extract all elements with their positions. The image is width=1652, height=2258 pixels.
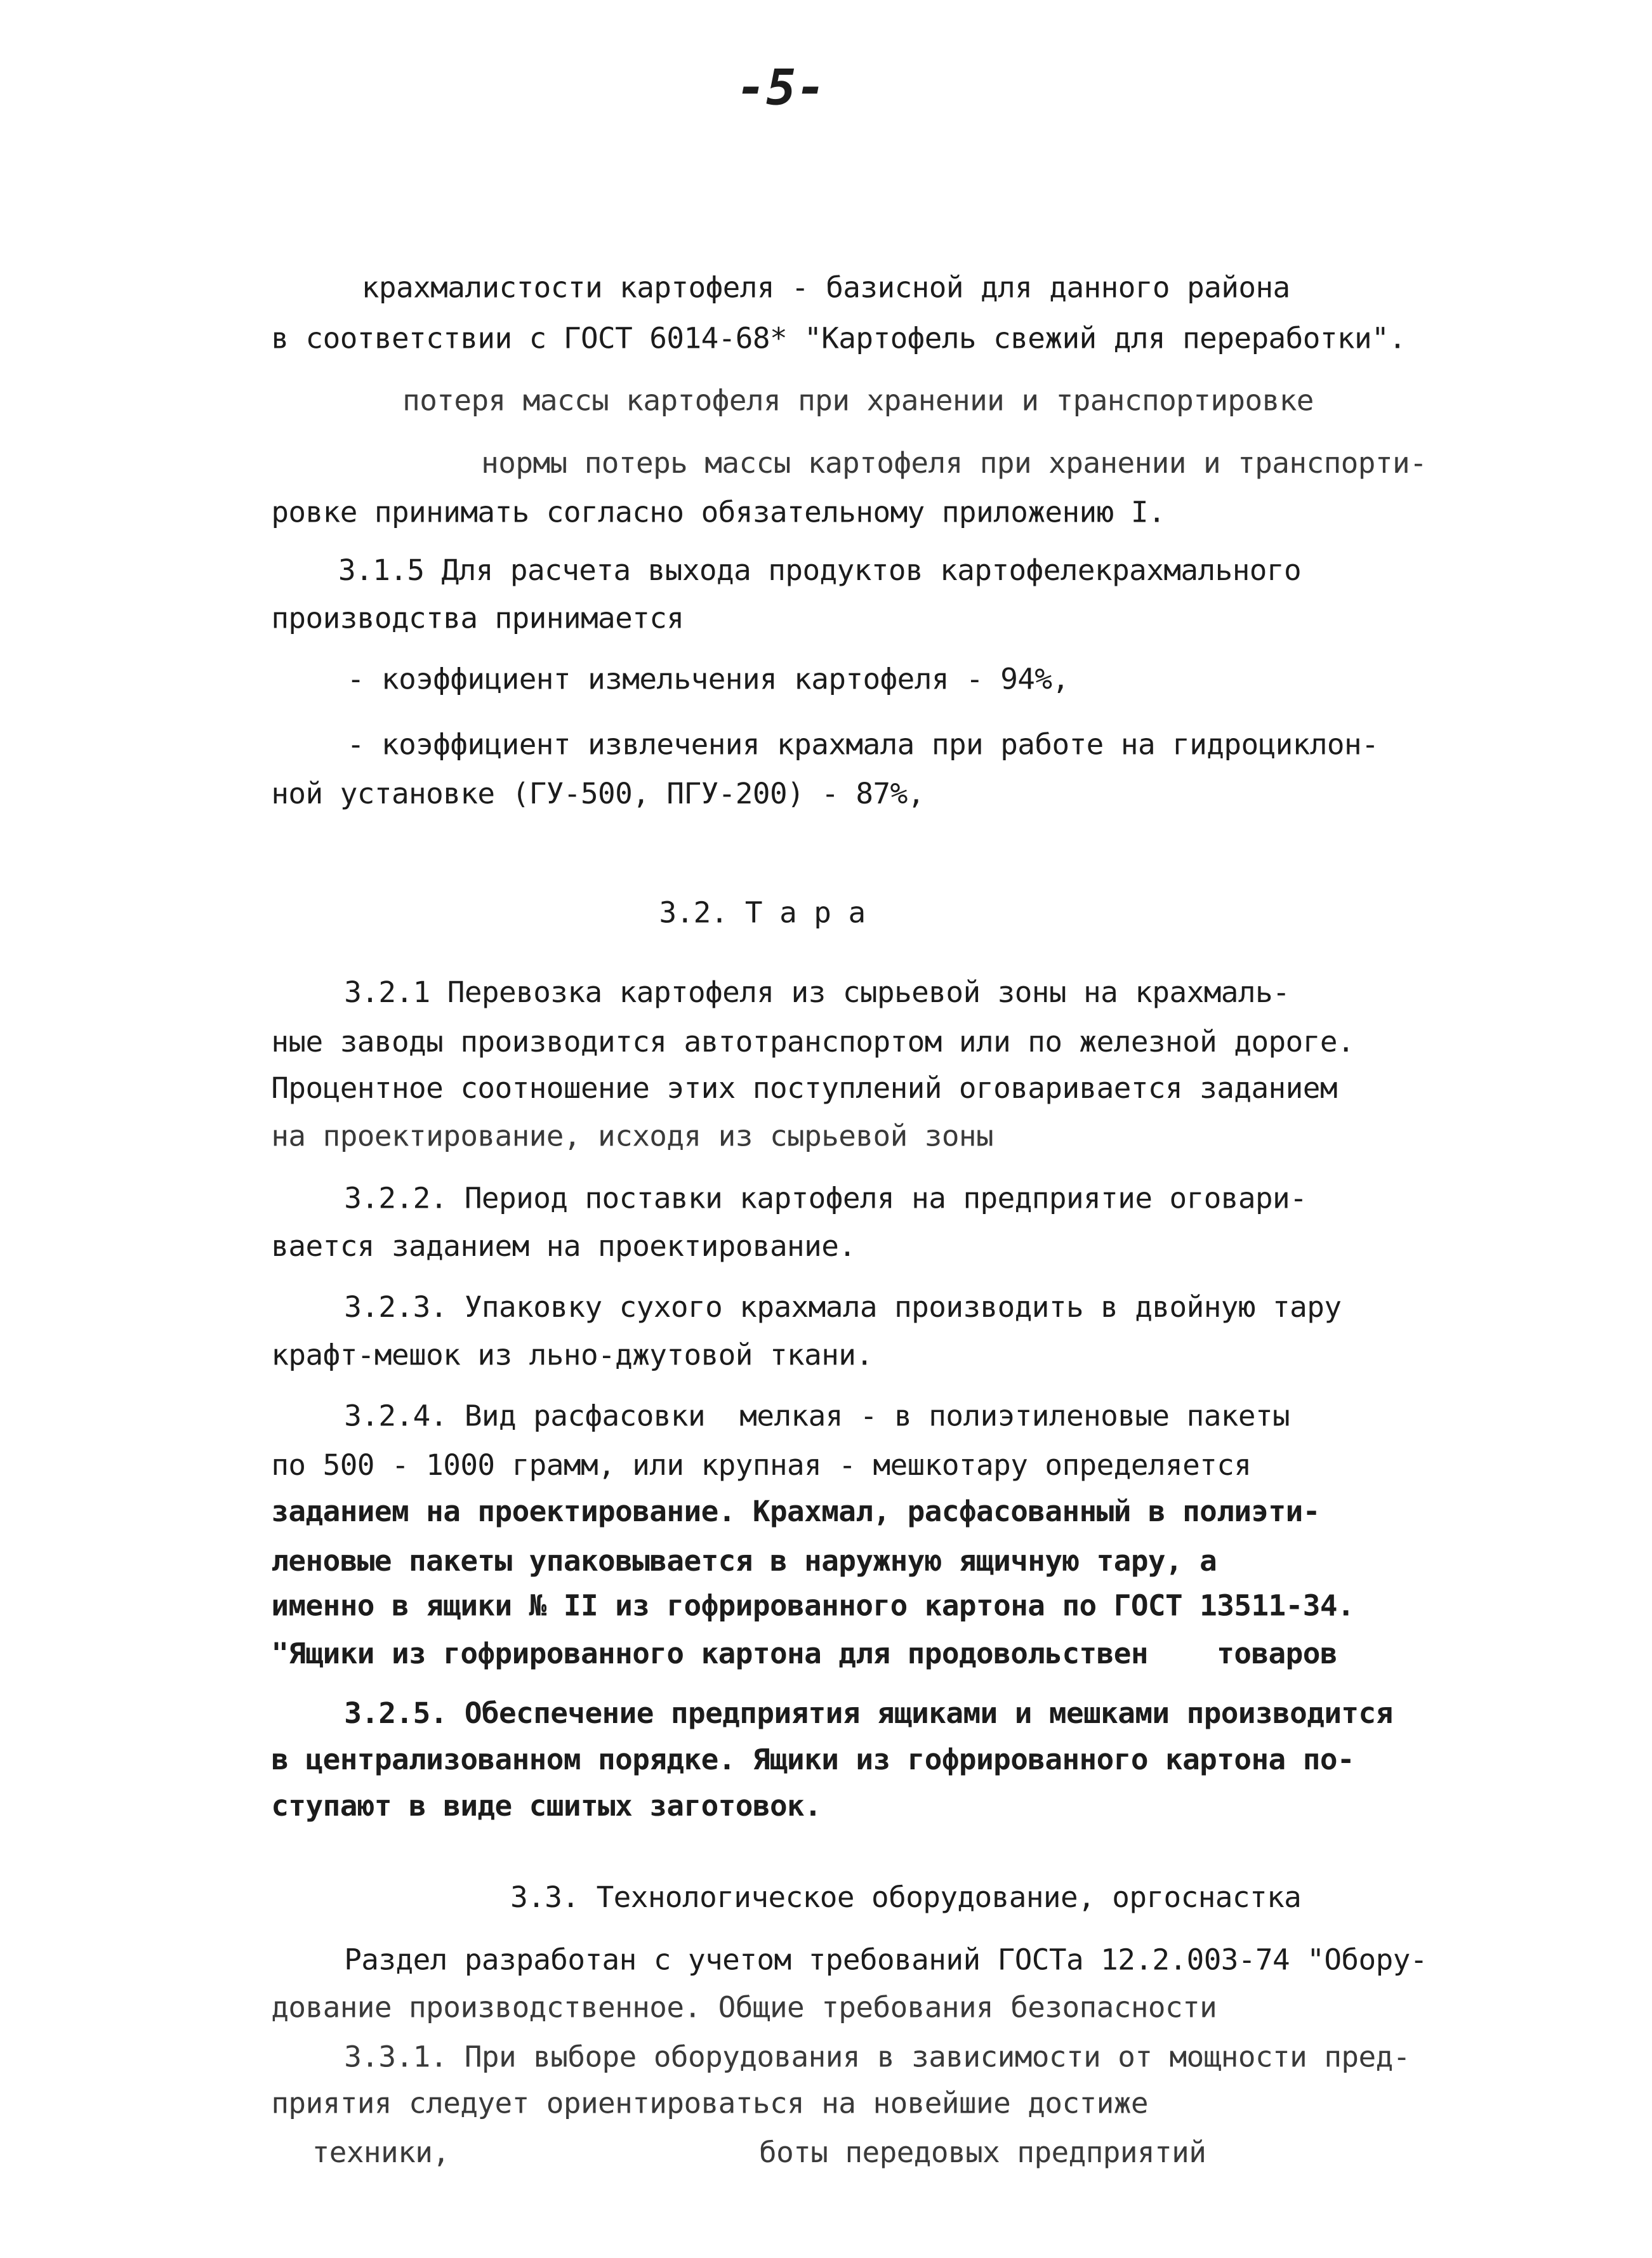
text-line: ступают в виде сшитых заготовок. xyxy=(271,1788,822,1823)
text-line: вается заданием на проектирование. xyxy=(271,1228,856,1264)
text-line: ной установке (ГУ-500, ПГУ-200) - 87%, xyxy=(271,776,925,811)
text-line: Раздел разработан с учетом требований ГОСТа 12.2.003-74 "Обору- xyxy=(344,1941,1427,1977)
text-line: 3.2.5. Обеспечение предприятия ящиками и мешками производится xyxy=(344,1695,1393,1731)
text-line: на проектирование, исходя из сырьевой зоны xyxy=(271,1118,994,1153)
text-line: 3.2.4. Вид расфасовки мелкая - в полиэтиленовые пакеты xyxy=(344,1397,1290,1433)
section-heading: 3.3. Технологическое оборудование, оргоснастка xyxy=(510,1879,1302,1915)
text-line: нормы потерь массы картофеля при хранении и транспорти- xyxy=(481,445,1427,480)
text-line: техники, боты передовых предприятий xyxy=(312,2134,1206,2170)
text-line: "Ящики из гофрированного картона для продовольствен товаров xyxy=(271,1635,1337,1671)
section-heading: 3.2. Т а р а xyxy=(659,894,866,930)
text-line: 3.2.2. Период поставки картофеля на предприятие оговари- xyxy=(344,1180,1307,1215)
text-line: по 500 - 1000 грамм, или крупная - мешкотару определяется xyxy=(271,1447,1252,1482)
text-line: потеря массы картофеля при хранении и транспортировке xyxy=(402,383,1314,418)
text-line: 3.2.1 Перевозка картофеля из сырьевой зоны на крахмаль- xyxy=(344,974,1290,1010)
text-line: в централизованном порядке. Ящики из гофрированного картона по- xyxy=(271,1741,1355,1777)
text-line: именно в ящики № II из гофрированного картона по ГОСТ 13511-34. xyxy=(271,1588,1355,1623)
text-line: производства принимается xyxy=(271,600,684,635)
text-line: - коэффициент измельчения картофеля - 94%, xyxy=(347,661,1069,696)
text-line: 3.1.5 Для расчета выхода продуктов картофелекрахмального xyxy=(338,552,1302,588)
text-line: ные заводы производится автотранспортом или по железной дороге. xyxy=(271,1024,1355,1059)
text-line: дование производственное. Общие требования безопасности xyxy=(271,1990,1217,2025)
text-line: - коэффициент извлечения крахмала при работе на гидроциклон- xyxy=(347,726,1379,762)
text-line: 3.2.3. Упаковку сухого крахмала производить в двойную тару xyxy=(344,1289,1342,1324)
text-line: крахмалистости картофеля - базисной для данного района xyxy=(361,270,1290,305)
text-line: крафт-мешок из льно-джутовой ткани. xyxy=(271,1337,873,1372)
text-line: леновые пакеты упаковывается в наружную ящичную тару, а xyxy=(271,1543,1217,1578)
text-line: 3.3.1. При выборе оборудования в зависимости от мощности пред- xyxy=(344,2038,1410,2074)
text-line: в соответствии с ГОСТ 6014-68* "Картофель свежий для переработки". xyxy=(271,320,1406,355)
text-line: ровке принимать согласно обязательному приложению I. xyxy=(271,494,1166,530)
text-line: приятия следует ориентироваться на новейшие достиже xyxy=(271,2085,1148,2120)
page-number: -5- xyxy=(736,59,826,118)
text-line: заданием на проектирование. Крахмал, расфасованный в полиэти- xyxy=(271,1493,1320,1529)
text-line: Процентное соотношение этих поступлений оговаривается заданием xyxy=(271,1070,1337,1106)
